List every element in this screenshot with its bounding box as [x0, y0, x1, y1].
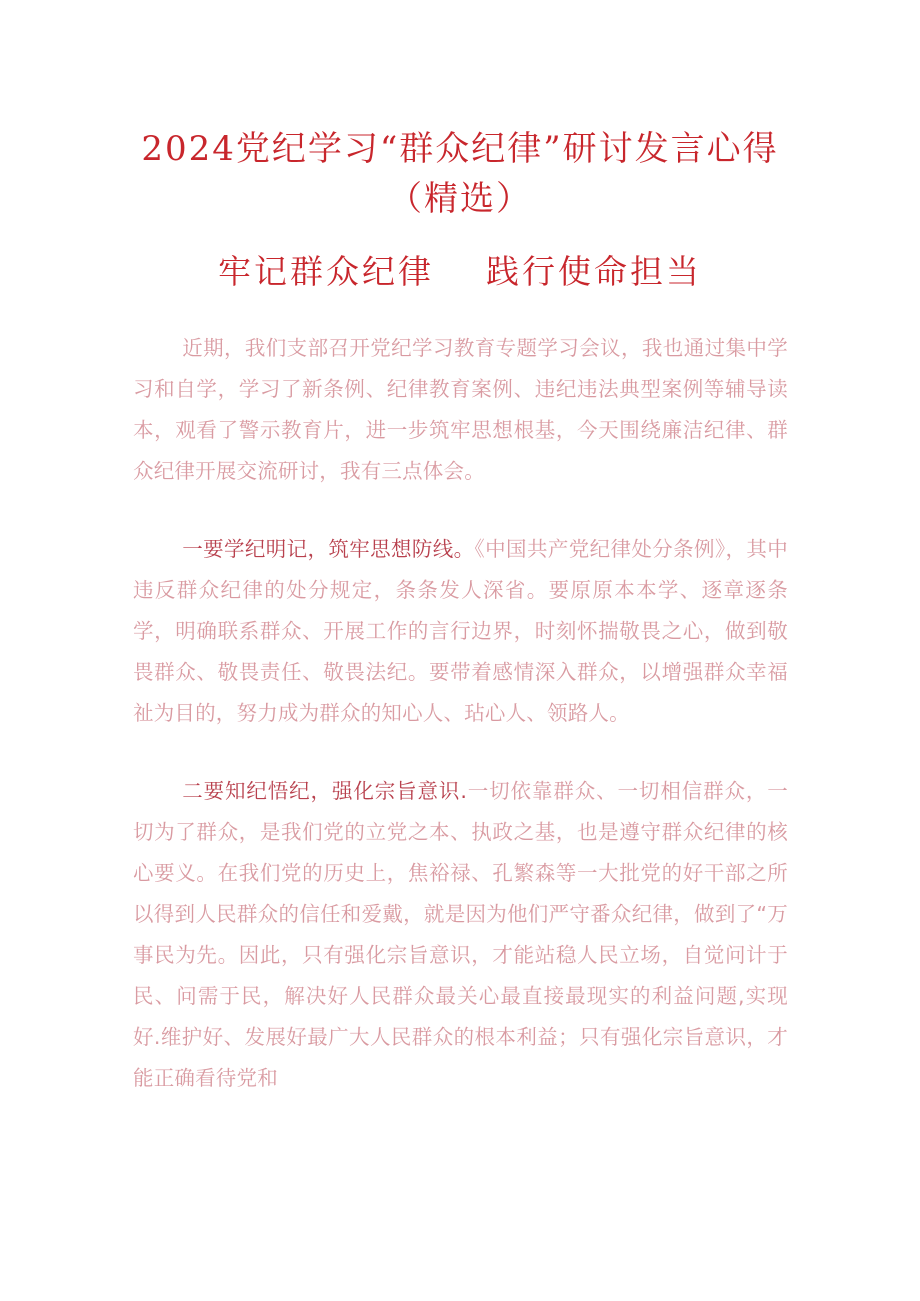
- paragraph-lead: 一要学纪明记，筑牢思想防线。: [182, 537, 475, 561]
- paragraph-point-two: [133, 771, 788, 1099]
- document-body: [133, 328, 788, 1136]
- paragraph-text: 一切依靠群众、一切相信群众，一切为了群众，是我们党的立党之本、执政之基，也是遵守群众纪律的核心要义。在我们党的历史上，焦裕禄、孔繁森等一大批党的好干部之所以得到人民群众的信任和爱戴，就是因为他们严守番众纪律，做到了“万事民为先。因此，只有强化宗旨意识，才能站稳人民立场，自觉问计于民、问需于民，解决好人民群众最关心最直接最现实的利益问题,实现好.维护好、发展好最广大人民群众的根本利益；只有强化宗旨意识，才能正确看待党和: [133, 779, 788, 1090]
- paragraph-lead: 二要知纪悟纪，强化宗旨意识.: [182, 779, 468, 803]
- paragraph-intro: [133, 328, 788, 492]
- subtitle-left: 牢记群众纪律: [218, 252, 434, 291]
- paragraph-point-one: [133, 529, 788, 734]
- paragraph-text: 《中国共产党纪律处分条例》，其中违反群众纪律的处分规定，条条发人深省。要原原本本学、逐章逐条学，明确联系群众、开展工作的言行边界，时刻怀揣敬畏之心，做到敬畏群众、敬畏责任、敬畏法纪。要带着感情深入群众，以增强群众幸福祉为目的，努力成为群众的知心人、玷心人、领路人。: [133, 537, 788, 725]
- paragraph-text: 近期，我们支部召开党纪学习教育专题学习会议，我也通过集中学习和自学，学习了新条例、纪律教育案例、违纪违法典型案例等辅导读本，观看了警示教育片，进一步筑牢思想根基，今天围绕廉洁纪律、群众纪律开展交流研讨，我有三点体会。: [133, 336, 788, 483]
- document-title: 2024党纪学习“群众纪律”研讨发言心得（精选）: [141, 129, 779, 219]
- subtitle-right: 践行使命担当: [486, 252, 702, 291]
- document-subtitle: [130, 248, 790, 296]
